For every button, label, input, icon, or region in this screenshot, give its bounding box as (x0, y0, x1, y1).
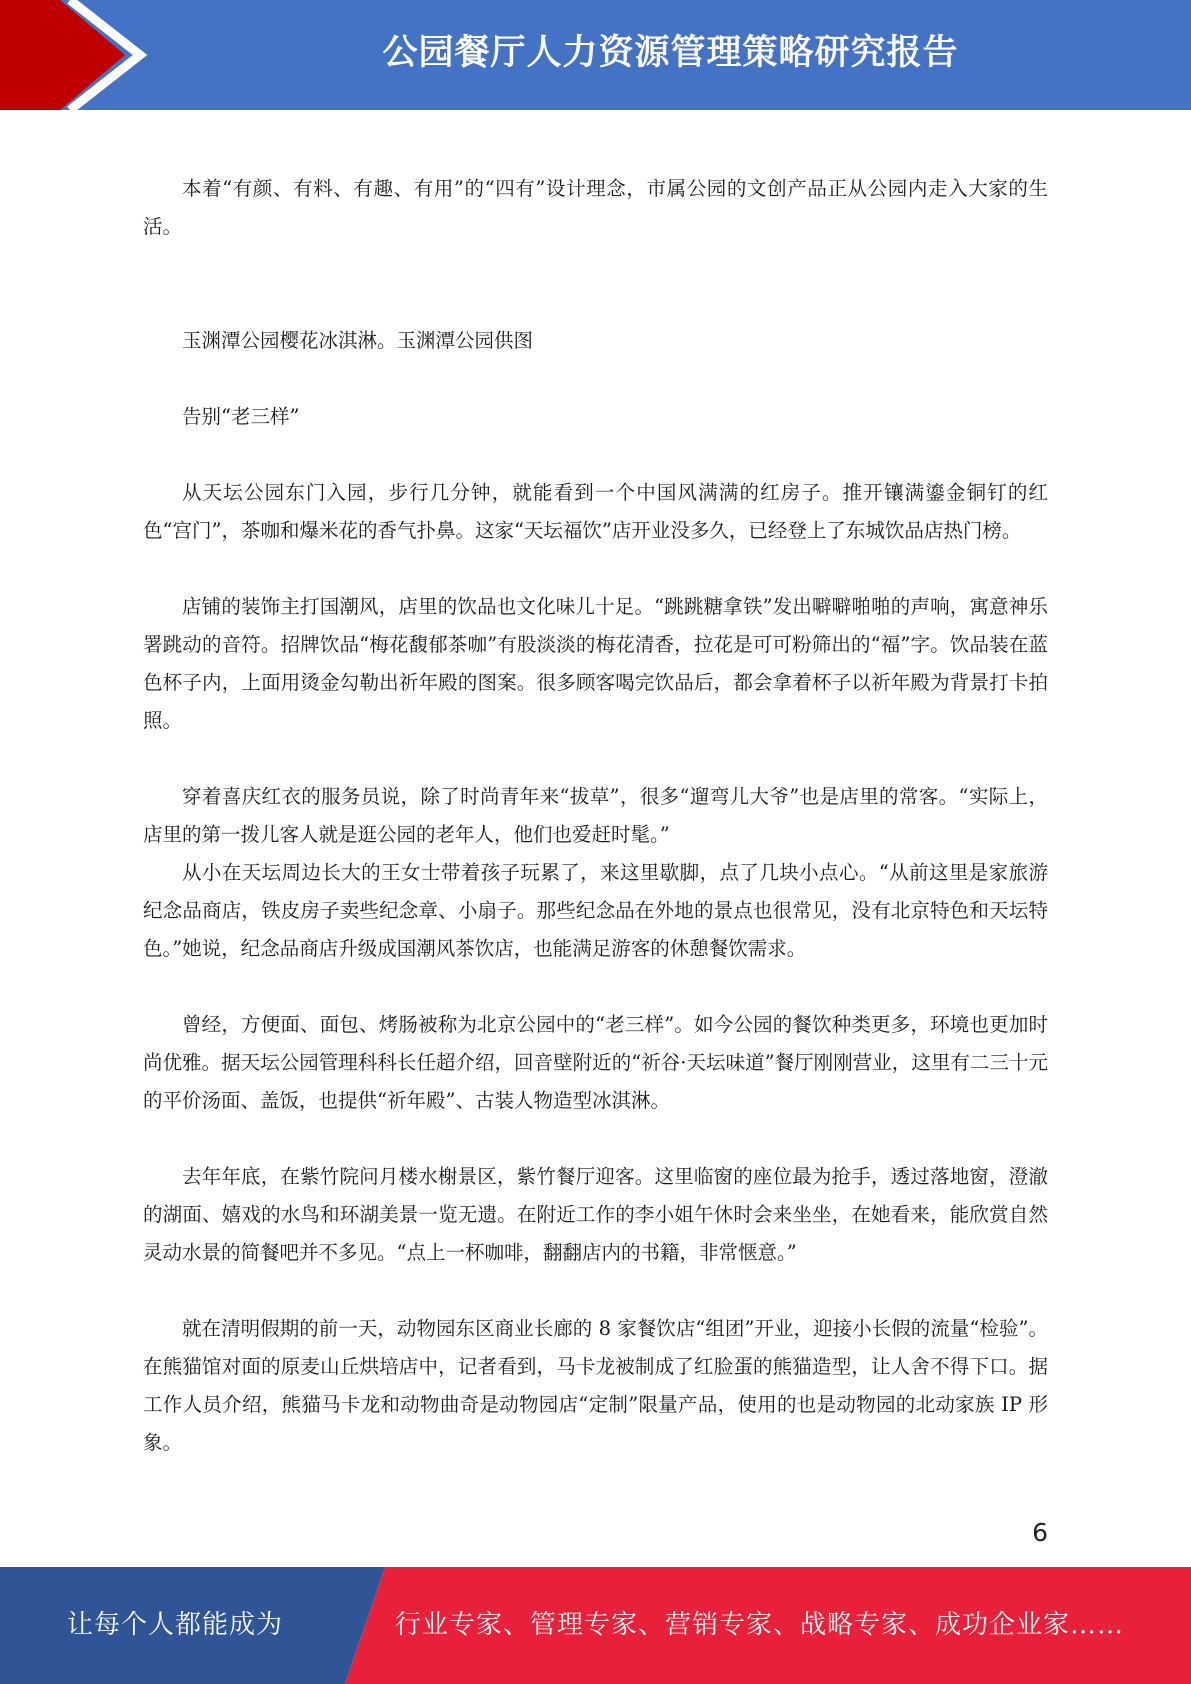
section-heading: 告别“老三样” (182, 405, 300, 428)
footer-slogan-left: 让每个人都能成为 (66, 1610, 283, 1640)
image-caption: 玉渊潭公园樱花冰淇淋。玉渊潭公园供图 (182, 329, 534, 352)
paragraph-zizhuyuan: 去年年底，在紫竹院问月楼水榭景区，紫竹餐厅迎客。这里临窗的座位最为抢手，透过落地窗，澄澈的湖面、嬉戏的水鸟和环湖美景一览无遗。在附近工作的李小姐午休时会来坐坐，在她看来，能欣赏自然灵动水景的简餐吧并不多见。“点上一杯咖啡，翻翻店内的书籍，非常惬意。” (143, 1165, 1048, 1264)
footer-slogan-right: 行业专家、管理专家、营销专家、战略专家、成功企业家…… (395, 1610, 1125, 1640)
header-arrow-decoration (0, 0, 160, 110)
page-footer (0, 1567, 1191, 1684)
report-title: 公园餐厅人力资源管理策略研究报告 (382, 33, 959, 73)
page-number: 6 (1032, 1518, 1048, 1547)
paragraph-intro: 本着“有颜、有料、有趣、有用”的“四有”设计理念，市属公园的文创产品正从公园内走入大家的生活。 (143, 177, 1048, 238)
paragraph-zoo: 就在清明假期的前一天，动物园东区商业长廊的 8 家餐饮店“组团”开业，迎接小长假的流量“检验”。在熊猫馆对面的原麦山丘烘培店中，记者看到，马卡龙被制成了红脸蛋的熊猫造型，让人舍不得下口。据工作人员介绍，熊猫马卡龙和动物曲奇是动物园店“定制”限量产品，使用的也是动物园的北动家族 IP 形象。 (143, 1317, 1048, 1454)
paragraph-old-three: 曾经，方便面、面包、烤肠被称为北京公园中的“老三样”。如今公园的餐饮种类更多，环境也更加时尚优雅。据天坛公园管理科科长任超介绍，回音壁附近的“祈谷·天坛味道”餐厅刚刚营业，这里有二三十元的平价汤面、盖饭，也提供“祈年殿”、古装人物造型冰淇淋。 (143, 1013, 1048, 1112)
page-header (0, 0, 1191, 110)
paragraph-tiantan-shop: 从天坛公园东门入园，步行几分钟，就能看到一个中国风满满的红房子。推开镶满鎏金铜钉的红色“宫门”，茶咖和爆米花的香气扑鼻。这家“天坛福饮”店开业没多久，已经登上了东城饮品店热门榜。 (143, 481, 1048, 542)
paragraph-waiter: 穿着喜庆红衣的服务员说，除了时尚青年来“拔草”，很多“遛弯儿大爷”也是店里的常客。“实际上，店里的第一拨儿客人就是逛公园的老年人，他们也爱赶时髦。” (143, 785, 1048, 846)
article-body (143, 170, 1048, 1462)
paragraph-ms-wang: 从小在天坛周边长大的王女士带着孩子玩累了，来这里歇脚，点了几块小点心。“从前这里是家旅游纪念品商店，铁皮房子卖些纪念章、小扇子。那些纪念品在外地的景点也很常见，没有北京特色和天坛特色。”她说，纪念品商店升级成国潮风茶饮店，也能满足游客的休憩餐饮需求。 (143, 861, 1048, 960)
paragraph-decoration: 店铺的装饰主打国潮风，店里的饮品也文化味儿十足。“跳跳糖拿铁”发出噼噼啪啪的声响，寓意神乐署跳动的音符。招牌饮品“梅花馥郁茶咖”有股淡淡的梅花清香，拉花是可可粉筛出的“福”字。饮品装在蓝色杯子内，上面用烫金勾勒出祈年殿的图案。很多顾客喝完饮品后，都会拿着杯子以祈年殿为背景打卡拍照。 (143, 595, 1048, 732)
